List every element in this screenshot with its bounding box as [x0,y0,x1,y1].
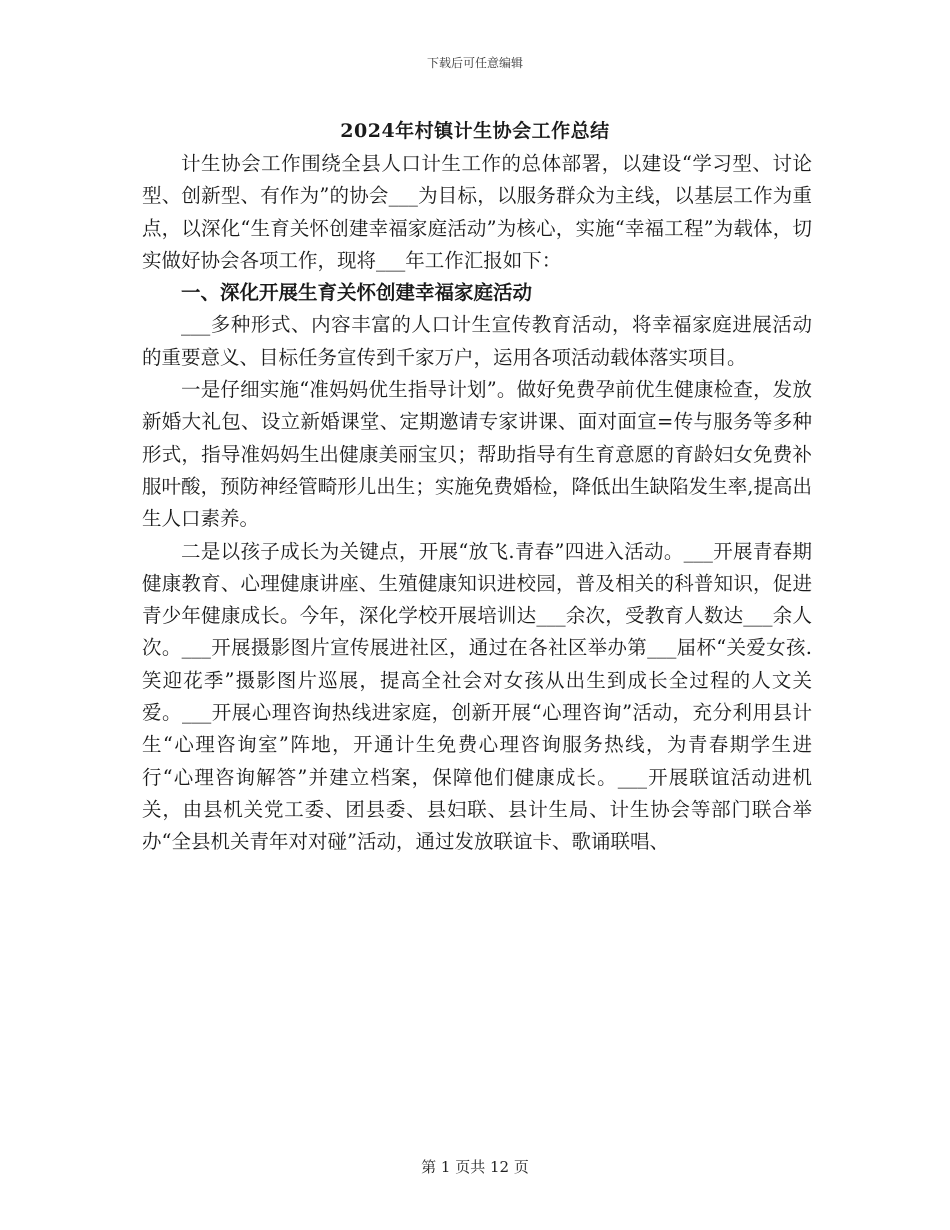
document-body [142,148,812,859]
document-title: 2024年村镇计生协会工作总结 [340,120,610,142]
body-paragraph: 二是以孩子成长为关键点，开展“放飞.青春”四进入活动。___开展青春期健康教育、心理健康讲座、生殖健康知识进校园，普及相关的科普知识，促进青少年健康成长。今年，深化学校开展培训达___余次，受教育人数达___余人次。___开展摄影图片宣传展进社区，通过在各社区举办第___届杯“关爱女孩.笑迎花季”摄影图片巡展，提高全社会对女孩从出生到成长全过程的人文关爱。___开展心理咨询热线进家庭，创新开展“心理咨询”活动，充分利用县计生“心理咨询室”阵地，开通计生免费心理咨询服务热线，为青春期学生进行“心理咨询解答”并建立档案，保障他们健康成长。___开展联谊活动进机关，由县机关党工委、团县委、县妇联、县计生局、计生协会等部门联合举办“全县机关青年对对碰”活动，通过发放联谊卡、歌诵联唱、 [142,539,812,854]
body-paragraph: 一是仔细实施“准妈妈优生指导计划”。做好免费孕前优生健康检查，发放新婚大礼包、设立新婚课堂、定期邀请专家讲课、面对面宣=传与服务等多种形式，指导准妈妈生出健康美丽宝贝；帮助指导有生育意愿的育龄妇女免费补服叶酸，预防神经管畸形儿出生；实施免费婚检，降低出生缺陷发生率,提高出生人口素养。 [142,378,812,531]
section-heading-1: 一、深化开展生育关怀创建幸福家庭活动 [181,281,533,305]
header-note: 下载后可任意编辑 [426,56,523,70]
page-footer: 第 1 页共 12 页 [421,1158,529,1176]
intro-paragraph: 计生协会工作围绕全县人口计生工作的总体部署，以建设“学习型、讨论型、创新型、有作为”的协会___为目标，以服务群众为主线，以基层工作为重点，以深化“生育关怀创建幸福家庭活动”为核心，实施“幸福工程”为载体，切实做好协会各项工作，现将___年工作汇报如下： [142,152,812,272]
body-paragraph: ___多种形式、内容丰富的人口计生宣传教育活动，将幸福家庭进展活动的重要意义、目标任务宣传到千家万户，运用各项活动载体落实项目。 [142,313,812,369]
